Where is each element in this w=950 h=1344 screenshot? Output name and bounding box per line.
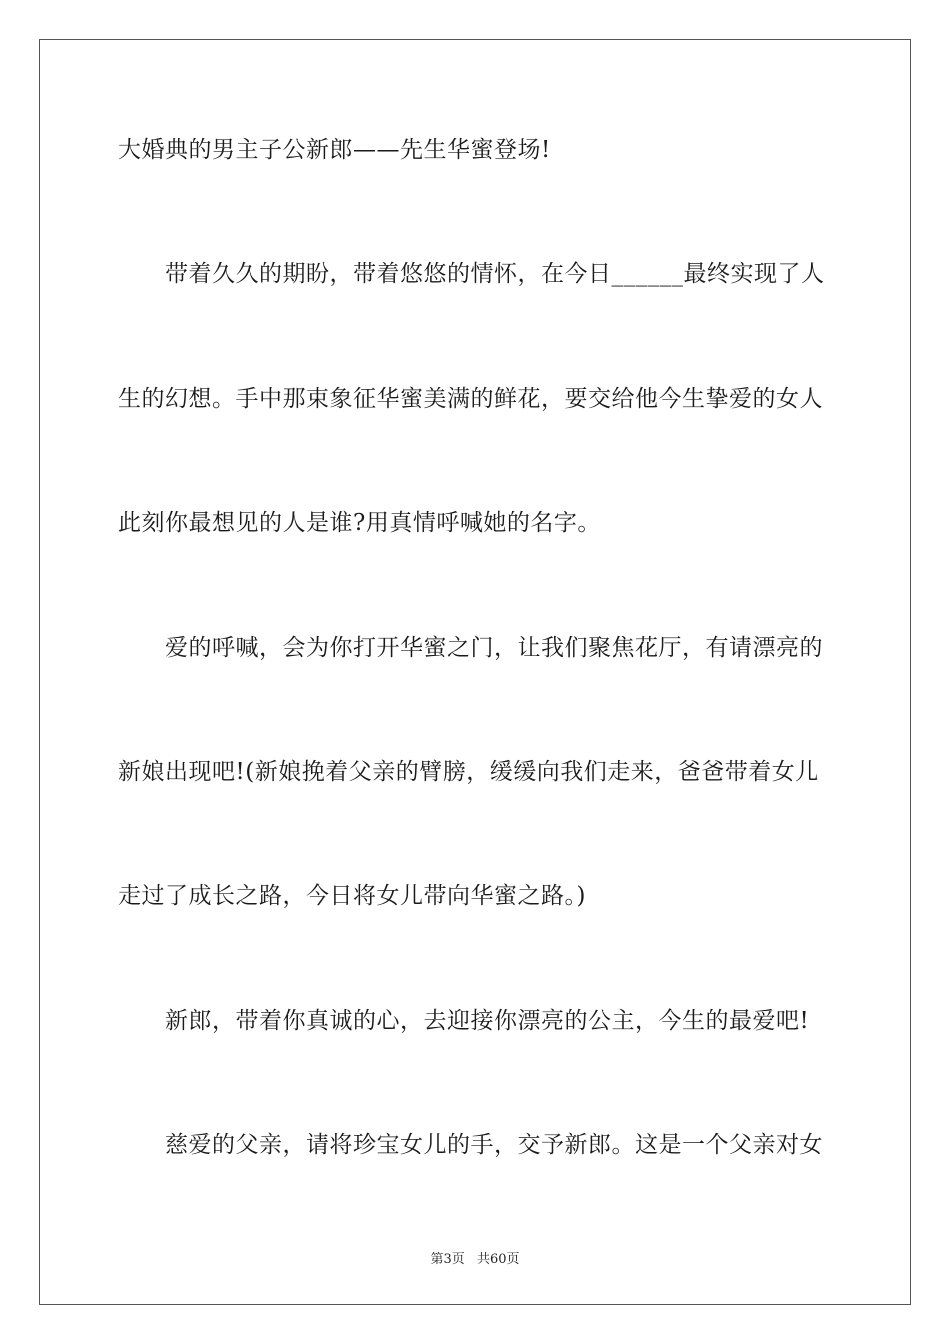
- page-footer: [0, 1248, 950, 1267]
- text-line: 走过了成长之路，今日将女儿带向华蜜之路。): [118, 883, 586, 909]
- text-line: 新娘出现吧!(新娘挽着父亲的臂膀，缓缓向我们走来，爸爸带着女儿: [118, 759, 819, 785]
- page-total: 共60页: [476, 1252, 520, 1267]
- text-line: 带着久久的期盼，带着悠悠的情怀，在今日______最终实现了人: [165, 261, 825, 287]
- text-line: 慈爱的父亲，请将珍宝女儿的手，交予新郎。这是一个父亲对女: [165, 1132, 823, 1158]
- page-number: 第3页: [430, 1252, 465, 1267]
- text-line: 爱的呼喊，会为你打开华蜜之门，让我们聚焦花厅，有请漂亮的: [165, 635, 823, 661]
- text-line: 此刻你最想见的人是谁?用真情呼喊她的名字。: [118, 510, 601, 536]
- page-frame: [39, 39, 911, 1305]
- text-line: 新郎，带着你真诚的心，去迎接你漂亮的公主，今生的最爱吧!: [165, 1008, 810, 1034]
- text-line: 生的幻想。手中那束象征华蜜美满的鲜花，要交给他今生挚爱的女人: [118, 386, 823, 412]
- text-line: 大婚典的男主子公新郎——先生华蜜登场!: [118, 137, 551, 163]
